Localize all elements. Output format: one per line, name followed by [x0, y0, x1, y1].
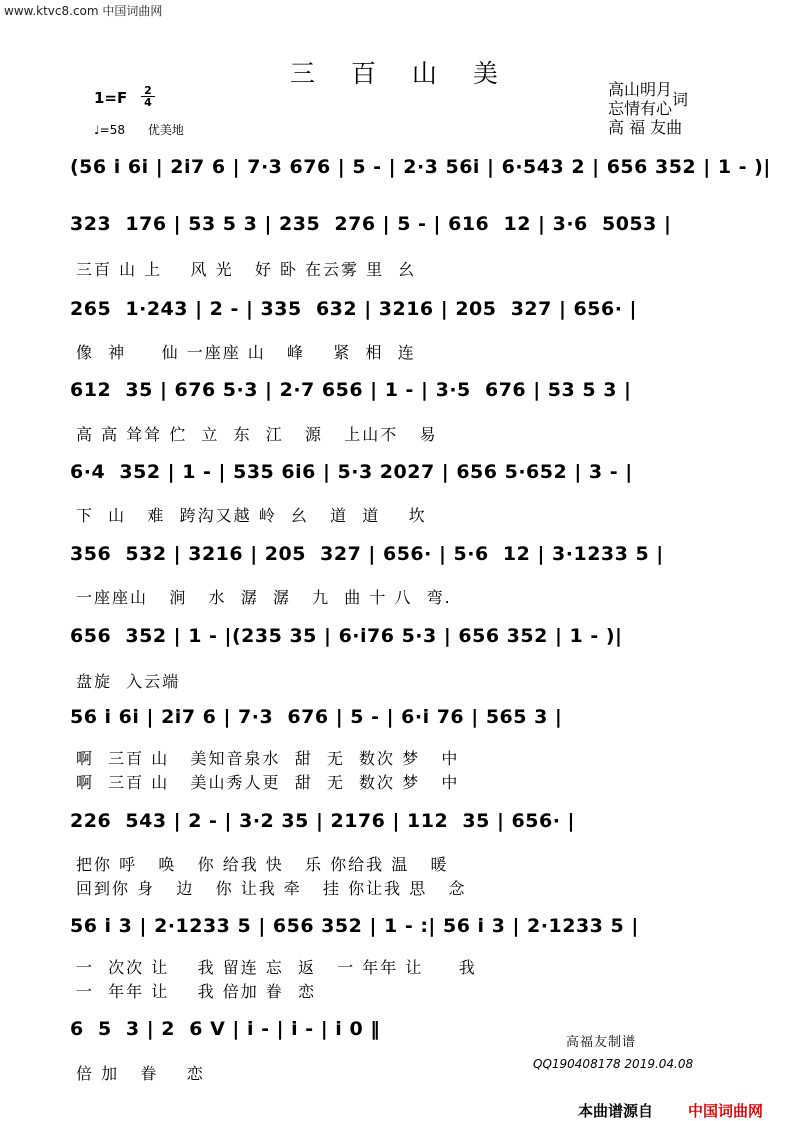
score-row-7: 656 352 | 1 - |(235 35 | 6·i76 5·3 | 656 352 | 1 - )| [70, 625, 623, 647]
meter-bottom: 4 [144, 96, 152, 109]
meter-top: 2 [141, 85, 155, 97]
lyric-row-8: 啊 三百 山 美知音泉水 甜 无 数次 梦 中 [76, 749, 460, 768]
score-row-5: 6·4 352 | 1 - | 535 6i6 | 5·3 2027 | 656 5·652 | 3 - | [70, 461, 633, 483]
song-title: 三 百 山 美 [290, 59, 512, 88]
score-row-6: 356 532 | 3216 | 205 327 | 656· | 5·6 12 | 3·1233 5 | [70, 543, 664, 565]
lyric-row-5: 下 山 难 跨沟又越 岭 幺 道 道 坎 [76, 506, 427, 525]
lyricists: 高山明月 忘情有心 [608, 80, 673, 118]
key-signature: 1=F [94, 89, 128, 107]
lyric-row-6: 一座座山 涧 水 潺 潺 九 曲 十 八 弯. [76, 588, 452, 607]
score-row-9: 226 543 | 2 - | 3·2 35 | 2176 | 112 35 | 656· | [70, 810, 575, 832]
lyric-row-4: 高 高 耸耸 伫 立 东 江 源 上山不 易 [76, 425, 438, 444]
composer: 高 福 友曲 [608, 118, 683, 137]
lyric-row-7: 盘旋 入云端 [76, 672, 181, 691]
site-header-text[interactable]: www.ktvc8.com 中国词曲网 [4, 4, 163, 18]
lyric-row-11: 倍 加 眷 恋 [76, 1064, 205, 1083]
lyricist-block [608, 80, 688, 118]
expression-marking: 优美地 [147, 123, 184, 137]
score-row-2: 323 176 | 53 5 3 | 235 276 | 5 - | 616 12 | 3·6 5053 | [70, 213, 672, 235]
time-signature [141, 85, 155, 108]
contact-info: QQ190408178 2019.04.08 [533, 1057, 694, 1071]
credits [608, 80, 688, 137]
lyric-row-10: 一 次次 让 我 留连 忘 返 一 年年 让 我 [76, 958, 477, 977]
tempo-marking [94, 121, 184, 138]
lyricist-role: 词 [672, 89, 689, 109]
score-row-1: (56 i 6i | 2i7 6 | 7·3 676 | 5 - | 2·3 56i | 6·543 2 | 656 352 | 1 - )| [70, 156, 771, 178]
lyric-row-2: 三百 山 上 风 光 好 卧 在云雾 里 幺 [76, 260, 417, 279]
score-row-3: 265 1·243 | 2 - | 335 632 | 3216 | 205 327 | 656· | [70, 298, 637, 320]
lyric-row-9-verse2: 回到你 身 边 你 让我 牵 挂 你让我 思 念 [76, 879, 467, 898]
score-row-10: 56 i 3 | 2·1233 5 | 656 352 | 1 - :| 56 i 3 | 2·1233 5 | [70, 915, 639, 937]
lyric-row-3: 像 神 仙 一座座 山 峰 紧 相 连 [76, 343, 416, 362]
score-maker: 高福友制谱 [566, 1035, 637, 1050]
lyric-row-10-verse2: 一 年年 让 我 倍加 眷 恋 [76, 982, 316, 1001]
tempo-value: ♩=58 [94, 123, 125, 137]
score-row-4: 612 35 | 676 5·3 | 2·7 656 | 1 - | 3·5 676 | 53 5 3 | [70, 379, 632, 401]
lyric-row-8-verse2: 啊 三百 山 美山秀人更 甜 无 数次 梦 中 [76, 773, 460, 792]
score-row-8: 56 i 6i | 2i7 6 | 7·3 676 | 5 - | 6·i 76 | 565 3 | [70, 706, 563, 728]
lyric-row-9: 把你 呼 唤 你 给我 快 乐 你给我 温 暖 [76, 855, 449, 874]
source-label: 本曲谱源自 [578, 1102, 654, 1120]
source-site-link[interactable]: 中国词曲网 [688, 1102, 764, 1120]
score-row-11: 6 5 3 | 2 6 V | i - | i - | i 0 ‖ [70, 1018, 381, 1040]
